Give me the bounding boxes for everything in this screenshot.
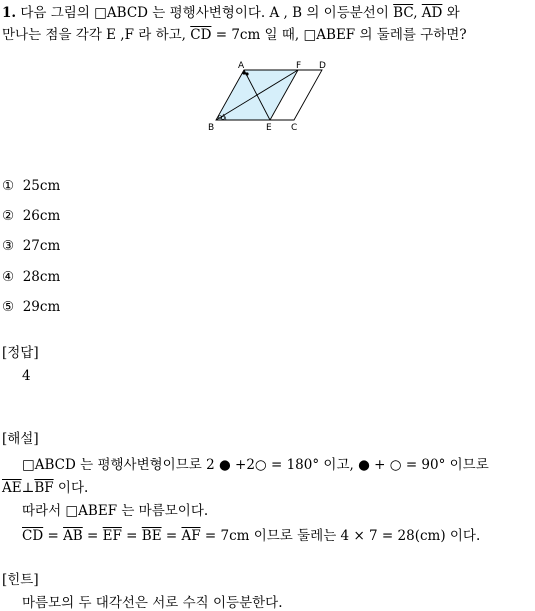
explanation-line-3: 따라서 □ABEF 는 마름모이다. <box>22 503 209 519</box>
question-text: = 7cm 일 때, □ABEF 의 둘레를 구하면? <box>211 27 467 43</box>
segment-be: $\overline{BE}$ <box>141 528 162 544</box>
choice-text: 25cm <box>22 178 61 194</box>
choice-1[interactable] <box>2 178 60 194</box>
question-text: 다음 그림의 □ABCD 는 평행사변형이다. A , B 의 이등분선이 <box>20 5 394 21</box>
choice-mark: ⑤ <box>2 299 15 315</box>
parallelogram-figure <box>200 58 340 134</box>
choice-text: 27cm <box>22 238 61 254</box>
label-a: A <box>238 61 245 71</box>
segment-bf: $\overline{BF}$ <box>34 480 54 496</box>
choice-mark: ① <box>2 178 15 194</box>
question-text: 만나는 점을 각각 E ,F 라 하고, <box>2 27 191 43</box>
explanation-tag: [해설] <box>2 431 39 447</box>
label-f: F <box>296 61 302 71</box>
hint-tag: [힌트] <box>2 572 39 588</box>
explanation-line-2 <box>2 476 88 496</box>
segment-cd: $\overline{CD}$ <box>190 27 212 43</box>
choice-text: 29cm <box>22 299 61 315</box>
segment-ad: $\overline{AD}$ <box>421 5 443 21</box>
perp-symbol: ⊥ <box>21 480 35 496</box>
choice-4[interactable] <box>2 269 60 285</box>
explanation-text: 이다. <box>53 480 89 496</box>
question-line-1 <box>2 2 460 24</box>
label-b: B <box>208 123 215 133</box>
equals: = <box>121 528 142 544</box>
segment-bc: $\overline{BC}$ <box>393 5 414 21</box>
answer-value: 4 <box>22 368 31 384</box>
question-number: 1. <box>2 5 17 21</box>
explanation-line-4 <box>22 524 480 544</box>
choice-mark: ② <box>2 208 15 224</box>
label-d: D <box>319 61 326 71</box>
hint-text: 마름모의 두 대각선은 서로 수직 이등분한다. <box>22 595 283 611</box>
choice-5[interactable] <box>2 299 60 315</box>
angle-mark-a <box>245 72 248 75</box>
choice-mark: ③ <box>2 238 15 254</box>
answer-tag: [정답] <box>2 345 39 361</box>
choice-mark: ④ <box>2 269 15 285</box>
choice-text: 28cm <box>22 269 61 285</box>
segment-cd: $\overline{CD}$ <box>22 528 44 544</box>
label-c: C <box>291 123 298 133</box>
choice-2[interactable] <box>2 208 60 224</box>
choice-text: 26cm <box>22 208 61 224</box>
explanation-text: = 7cm 이므로 둘레는 4 × 7 = 28(cm) 이다. <box>200 528 481 544</box>
segment-ef: $\overline{EF}$ <box>102 528 122 544</box>
equals: = <box>43 528 64 544</box>
segment-ab: $\overline{AB}$ <box>63 528 83 544</box>
explanation-line-1: □ABCD 는 평행사변형이므로 2 ● +2○ = 180° 이고, ● + ○ = 90° 이므로 <box>22 457 489 473</box>
choice-3[interactable] <box>2 238 60 254</box>
question-text: , <box>413 5 422 21</box>
question-line-2 <box>2 24 467 46</box>
segment-ae: $\overline{AE}$ <box>2 480 22 496</box>
angle-mark-a <box>242 71 245 74</box>
equals: = <box>161 528 182 544</box>
segment-af: $\overline{AF}$ <box>181 528 201 544</box>
equals: = <box>82 528 103 544</box>
question-text: 와 <box>442 5 460 21</box>
label-e: E <box>266 123 272 133</box>
